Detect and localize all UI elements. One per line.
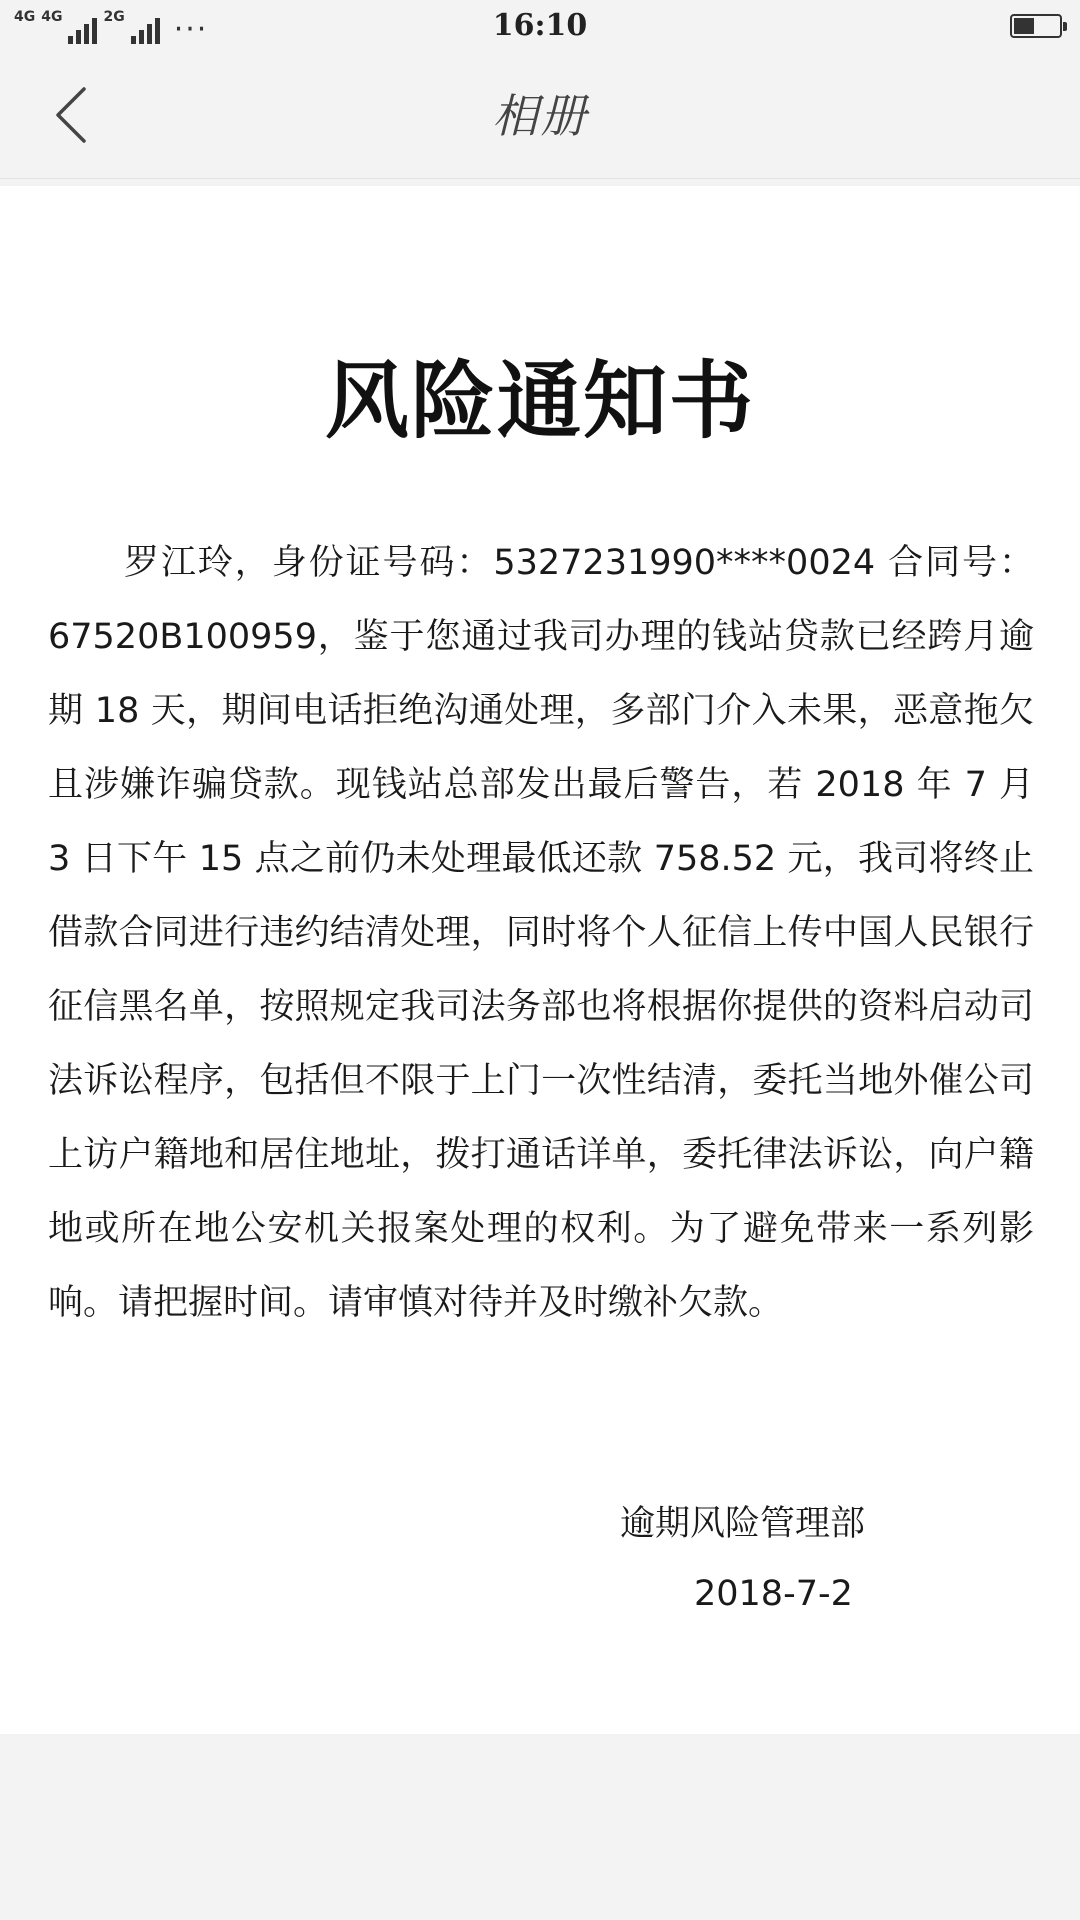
- network-type-label-2: 4G: [41, 9, 63, 25]
- document-date: 2018-7-2: [694, 1574, 853, 1614]
- page-title: 相册: [492, 89, 588, 143]
- issuing-department: 逾期风险管理部: [620, 1504, 866, 1544]
- document-image[interactable]: [0, 186, 1080, 1734]
- status-bar: [0, 0, 1080, 54]
- nav-bar: [0, 54, 1080, 179]
- status-clock: 16:10: [492, 8, 588, 43]
- battery-level-fill: [1014, 18, 1034, 34]
- document-title: 风险通知书: [324, 352, 755, 450]
- document-body: 罗江玲，身份证号码：5327231990****0024 合同号：67520B100959，鉴于您通过我司办理的钱站贷款已经跨月逾期 18 天，期间电话拒绝沟通处理，多部门介入未果，恶意拖欠且涉嫌诈骗贷款。现钱站总部发出最后警告，若 2018 年 7 月 3 日下午 15 点之前仍未处理最低还款 758.52 元，我司将终止借款合同进行违约结清处理，同时将个人征信上传中国人民银行征信黑名单，按照规定我司法务部也将根据你提供的资料启动司法诉讼程序，包括但不限于上门一次性结清，委托当地外催公司上访户籍地和居住地址，拨打通话详单，委托律法诉讼，向户籍地或所在地公安机关报案处理的权利。为了避免带来一系列影响。请把握时间。请审慎对待并及时缴补欠款。: [48, 543, 1034, 1323]
- network-type-label-3: 2G: [103, 9, 125, 25]
- battery-icon: [1010, 14, 1062, 38]
- more-notifications-icon: ···: [173, 12, 209, 47]
- network-type-label-1: 4G: [14, 9, 36, 25]
